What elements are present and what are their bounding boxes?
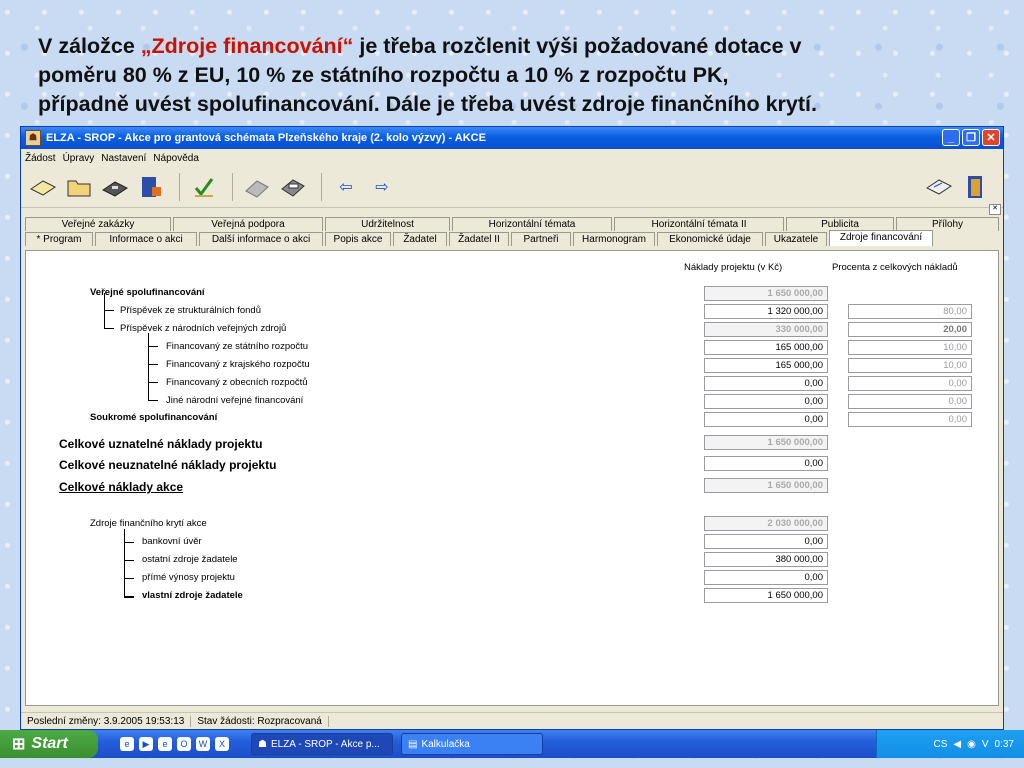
tree-line xyxy=(148,346,158,347)
tab-zadatel[interactable]: Žadatel xyxy=(393,232,447,246)
excel-icon[interactable]: X xyxy=(215,737,229,751)
percent-municipal: 0,00 xyxy=(848,376,972,391)
input-regional[interactable]: 165 000,00 xyxy=(704,358,828,373)
tab-horizontalni-temata[interactable]: Horizontální témata xyxy=(452,217,612,231)
tab-ekonomicke-udaje[interactable]: Ekonomické údaje xyxy=(657,232,763,246)
tree-line xyxy=(124,560,134,561)
minimize-button[interactable]: _ xyxy=(942,129,960,146)
label-ineligible: Celkové neuznatelné náklady projektu xyxy=(59,458,277,472)
antivirus-icon[interactable]: V xyxy=(981,738,989,750)
headline-line-3: případně uvést spolufinancování. Dále je třeba uvést zdroje finančního krytí. xyxy=(38,92,817,116)
menu-zadost[interactable]: Žádost xyxy=(25,152,56,164)
input-private[interactable]: 0,00 xyxy=(704,412,828,427)
arrow-left-icon[interactable]: ⇦ xyxy=(339,179,353,196)
toolbar-separator xyxy=(179,173,180,201)
open-folder-icon[interactable] xyxy=(63,172,95,202)
tree-line xyxy=(148,333,149,401)
tab-dalsi-informace[interactable]: Další informace o akci xyxy=(199,232,323,246)
value-public: 1 650 000,00 xyxy=(704,286,828,301)
headline-highlight: „Zdroje financování“ xyxy=(140,34,354,58)
send-icon[interactable] xyxy=(241,172,273,202)
app-window xyxy=(20,126,1004,730)
help-book-icon[interactable] xyxy=(923,172,955,202)
label-national: Příspěvek z národních veřejných zdrojů xyxy=(120,323,287,334)
start-label: Start xyxy=(31,735,68,752)
tree-line xyxy=(124,596,134,598)
tree-line xyxy=(104,310,114,311)
tree-line xyxy=(124,529,125,597)
tree-line xyxy=(124,542,134,543)
input-revenue[interactable]: 0,00 xyxy=(704,570,828,585)
value-national: 330 000,00 xyxy=(704,322,828,337)
label-eligible: Celkové uznatelné náklady projektu xyxy=(59,437,263,451)
value-total: 1 650 000,00 xyxy=(704,478,828,493)
check-icon[interactable] xyxy=(188,172,220,202)
tab-prilohy[interactable]: Přílohy xyxy=(896,217,999,231)
input-ineligible[interactable]: 0,00 xyxy=(704,456,828,471)
percent-other-public: 0,00 xyxy=(848,394,972,409)
input-structural[interactable]: 1 320 000,00 xyxy=(704,304,828,319)
elza-icon: ☗ xyxy=(258,738,267,750)
tab-publicita[interactable]: Publicita xyxy=(786,217,894,231)
calculator-icon: ▤ xyxy=(408,738,418,750)
label-own: vlastní zdroje žadatele xyxy=(142,590,243,601)
tree-line xyxy=(104,328,114,329)
taskbar xyxy=(0,730,1024,758)
label-regional: Financovaný z krajského rozpočtu xyxy=(166,359,310,370)
percent-private: 0,00 xyxy=(848,412,972,427)
status-bar xyxy=(21,712,1003,729)
input-own[interactable]: 1 650 000,00 xyxy=(704,588,828,603)
column-header-costs: Náklady projektu (v Kč) xyxy=(684,262,783,273)
label-public: Veřejné spolufinancování xyxy=(90,287,205,298)
headline-line-2: poměru 80 % z EU, 10 % ze státního rozpočtu a 10 % z rozpočtu PK, xyxy=(38,63,729,87)
tree-line xyxy=(104,293,105,329)
percent-state: 10,00 xyxy=(848,340,972,355)
menu-bar xyxy=(21,149,1003,167)
label-other-applicant: ostatní zdroje žadatele xyxy=(142,554,238,565)
taskbar-item-elza[interactable] xyxy=(251,733,393,755)
quick-launch xyxy=(120,737,229,751)
headline-text: je třeba rozčlenit výši požadované dotace v xyxy=(353,34,802,58)
column-header-percent: Procenta z celkových nákladů xyxy=(832,262,958,273)
tab-zdroje-financovani[interactable]: Zdroje financování xyxy=(829,230,933,246)
label-state: Financovaný ze státního rozpočtu xyxy=(166,341,309,352)
taskbar-item-label: ELZA - SROP - Akce p... xyxy=(270,738,380,750)
save-disk-icon[interactable] xyxy=(99,172,131,202)
label-other-public: Jiné národní veřejné financování xyxy=(166,395,304,406)
toolbar-separator xyxy=(321,173,322,201)
export-icon[interactable] xyxy=(135,172,167,202)
tab-row-bottom xyxy=(25,232,935,246)
headline-line-1 xyxy=(38,32,998,61)
clock: 0:37 xyxy=(994,738,1014,750)
tree-line xyxy=(148,382,158,383)
print-icon[interactable] xyxy=(277,172,309,202)
word-icon[interactable]: W xyxy=(196,737,210,751)
menu-nastaveni[interactable]: Nastavení xyxy=(101,152,147,164)
taskbar-item-label: Kalkulačka xyxy=(421,738,470,750)
tab-informace-o-akci[interactable]: Informace o akci xyxy=(95,232,197,246)
new-icon[interactable] xyxy=(27,172,59,202)
network-icon[interactable]: ◉ xyxy=(967,738,976,750)
percent-national: 20,00 xyxy=(848,322,972,337)
tab-row-top xyxy=(25,217,1001,231)
financing-panel xyxy=(25,250,999,706)
menu-napoveda[interactable]: Nápověda xyxy=(153,152,199,164)
exit-door-icon[interactable] xyxy=(959,172,991,202)
title-bar[interactable] xyxy=(21,127,1003,149)
browser-icon[interactable]: e xyxy=(158,737,172,751)
start-button[interactable] xyxy=(0,730,98,758)
input-other-applicant[interactable]: 380 000,00 xyxy=(704,552,828,567)
value-eligible: 1 650 000,00 xyxy=(704,435,828,450)
input-other-public[interactable]: 0,00 xyxy=(704,394,828,409)
windows-logo-icon: ⊞ xyxy=(12,736,26,753)
label-coverage: Zdroje finančního krytí akce xyxy=(90,518,207,529)
toolbar xyxy=(21,167,1003,208)
toolbar-separator xyxy=(232,173,233,201)
tab-program[interactable]: * Program xyxy=(25,232,93,246)
percent-structural: 80,00 xyxy=(848,304,972,319)
language-indicator[interactable]: CS xyxy=(933,738,948,750)
label-total: Celkové náklady akce xyxy=(59,480,184,494)
tree-line xyxy=(148,364,158,365)
tab-ukazatele[interactable]: Ukazatele xyxy=(765,232,827,246)
tree-line xyxy=(148,400,158,401)
input-municipal[interactable]: 0,00 xyxy=(704,376,828,391)
headline-text: V záložce xyxy=(38,34,141,58)
input-loan[interactable]: 0,00 xyxy=(704,534,828,549)
status-state: Stav žádosti: Rozpracovaná xyxy=(191,716,329,727)
restore-button[interactable]: ❐ xyxy=(962,129,980,146)
menu-upravy[interactable]: Úpravy xyxy=(62,152,95,164)
value-coverage: 2 030 000,00 xyxy=(704,516,828,531)
tab-horizontalni-temata-ii[interactable]: Horizontální témata II xyxy=(614,217,784,231)
label-loan: bankovní úvěr xyxy=(142,536,202,547)
tab-partneri[interactable]: Partneři xyxy=(511,232,571,246)
media-icon[interactable]: ▶ xyxy=(139,737,153,751)
tab-verejna-podpora[interactable]: Veřejná podpora xyxy=(173,217,323,231)
tab-harmonogram[interactable]: Harmonogram xyxy=(573,232,655,246)
percent-regional: 10,00 xyxy=(848,358,972,373)
tray-expand-icon[interactable]: ◀ xyxy=(953,738,962,750)
label-structural: Příspěvek ze strukturálních fondů xyxy=(120,305,261,316)
ie-icon[interactable]: e xyxy=(120,737,134,751)
window-title: ELZA - SROP - Akce pro grantová schémata Plzeňského kraje (2. kolo výzvy) - AKCE xyxy=(46,132,486,144)
tab-popis-akce[interactable]: Popis akce xyxy=(325,232,391,246)
slide-headline xyxy=(38,32,998,119)
input-state[interactable]: 165 000,00 xyxy=(704,340,828,355)
system-tray xyxy=(876,730,1024,758)
tree-line xyxy=(124,578,134,579)
outlook-icon[interactable]: O xyxy=(177,737,191,751)
status-last-change: Poslední změny: 3.9.2005 19:53:13 xyxy=(21,716,191,727)
close-button[interactable]: ✕ xyxy=(982,129,1000,146)
label-revenue: přímé výnosy projektu xyxy=(142,572,235,583)
panel-close-icon[interactable]: ✕ xyxy=(989,204,1001,215)
label-municipal: Financovaný z obecních rozpočtů xyxy=(166,377,308,388)
tab-zadatel-ii[interactable]: Žadatel II xyxy=(449,232,509,246)
label-private: Soukromé spolufinancování xyxy=(90,412,218,423)
app-icon: ☗ xyxy=(25,130,41,146)
arrow-right-icon[interactable]: ⇨ xyxy=(375,179,389,196)
tab-verejne-zakazky[interactable]: Veřejné zakázky xyxy=(25,217,171,231)
taskbar-item-calculator[interactable] xyxy=(401,733,543,755)
tab-udrzitelnost[interactable]: Udržitelnost xyxy=(325,217,450,231)
